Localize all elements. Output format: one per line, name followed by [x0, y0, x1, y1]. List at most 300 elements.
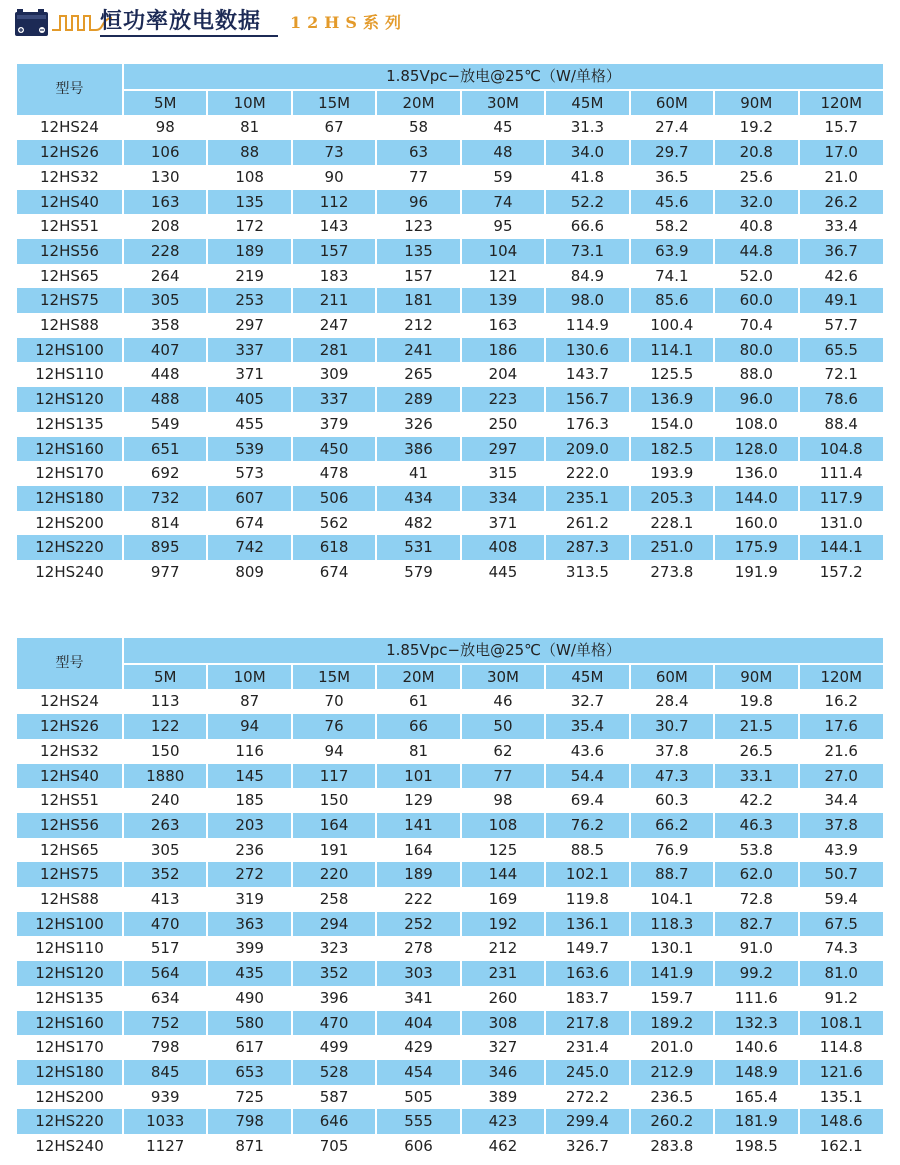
value-cell: 96.0	[714, 387, 798, 412]
value-cell: 692	[123, 461, 207, 486]
value-cell: 58.2	[630, 214, 714, 239]
value-cell: 98	[123, 115, 207, 140]
value-cell: 169	[461, 887, 545, 912]
value-cell: 90	[292, 165, 376, 190]
model-cell: 12HS180	[17, 486, 123, 511]
value-cell: 27.4	[630, 115, 714, 140]
power-table-2	[17, 638, 883, 1159]
value-cell: 141	[376, 813, 460, 838]
value-cell: 315	[461, 461, 545, 486]
model-cell: 12HS200	[17, 1085, 123, 1110]
value-cell: 108	[207, 165, 291, 190]
value-cell: 208	[123, 214, 207, 239]
table-row	[17, 115, 883, 140]
value-cell: 326.7	[545, 1134, 629, 1159]
value-cell: 895	[123, 535, 207, 560]
value-cell: 135.1	[799, 1085, 884, 1110]
value-cell: 96	[376, 190, 460, 215]
value-cell: 19.2	[714, 115, 798, 140]
value-cell: 111.6	[714, 986, 798, 1011]
value-cell: 136.9	[630, 387, 714, 412]
value-cell: 66.6	[545, 214, 629, 239]
value-cell: 297	[207, 313, 291, 338]
value-cell: 404	[376, 1011, 460, 1036]
time-column-header: 30M	[461, 664, 545, 690]
value-cell: 181	[376, 288, 460, 313]
value-cell: 163	[123, 190, 207, 215]
value-cell: 42.2	[714, 788, 798, 813]
time-column-header: 120M	[799, 90, 884, 116]
table-row	[17, 1085, 883, 1110]
value-cell: 175.9	[714, 535, 798, 560]
value-cell: 651	[123, 437, 207, 462]
value-cell: 163.6	[545, 961, 629, 986]
value-cell: 555	[376, 1109, 460, 1134]
value-cell: 132.3	[714, 1011, 798, 1036]
value-cell: 33.4	[799, 214, 884, 239]
value-cell: 125	[461, 838, 545, 863]
value-cell: 136.1	[545, 912, 629, 937]
value-cell: 157	[376, 264, 460, 289]
value-cell: 231	[461, 961, 545, 986]
value-cell: 204	[461, 362, 545, 387]
value-cell: 135	[207, 190, 291, 215]
value-cell: 517	[123, 936, 207, 961]
table-row	[17, 461, 883, 486]
value-cell: 323	[292, 936, 376, 961]
value-cell: 236.5	[630, 1085, 714, 1110]
value-cell: 319	[207, 887, 291, 912]
value-cell: 125.5	[630, 362, 714, 387]
value-cell: 223	[461, 387, 545, 412]
value-cell: 219	[207, 264, 291, 289]
value-cell: 43.9	[799, 838, 884, 863]
value-cell: 539	[207, 437, 291, 462]
value-cell: 47.3	[630, 764, 714, 789]
value-cell: 62.0	[714, 862, 798, 887]
value-cell: 76.2	[545, 813, 629, 838]
value-cell: 91.2	[799, 986, 884, 1011]
model-cell: 12HS56	[17, 813, 123, 838]
value-cell: 209.0	[545, 437, 629, 462]
value-cell: 607	[207, 486, 291, 511]
title-underline	[100, 35, 278, 37]
value-cell: 82.7	[714, 912, 798, 937]
value-cell: 73	[292, 140, 376, 165]
value-cell: 222	[376, 887, 460, 912]
value-cell: 41.8	[545, 165, 629, 190]
value-cell: 193.9	[630, 461, 714, 486]
value-cell: 59	[461, 165, 545, 190]
value-cell: 88.4	[799, 412, 884, 437]
table-row	[17, 165, 883, 190]
value-cell: 104	[461, 239, 545, 264]
value-cell: 236	[207, 838, 291, 863]
time-column-header: 15M	[292, 664, 376, 690]
model-cell: 12HS110	[17, 362, 123, 387]
table-row	[17, 986, 883, 1011]
value-cell: 15.7	[799, 115, 884, 140]
value-cell: 434	[376, 486, 460, 511]
value-cell: 74.1	[630, 264, 714, 289]
value-cell: 281	[292, 338, 376, 363]
value-cell: 341	[376, 986, 460, 1011]
value-cell: 149.7	[545, 936, 629, 961]
value-cell: 108.1	[799, 1011, 884, 1036]
value-cell: 445	[461, 560, 545, 585]
value-cell: 43.6	[545, 739, 629, 764]
value-cell: 148.9	[714, 1060, 798, 1085]
value-cell: 488	[123, 387, 207, 412]
value-cell: 140.6	[714, 1035, 798, 1060]
value-cell: 119.8	[545, 887, 629, 912]
value-cell: 57.7	[799, 313, 884, 338]
model-cell: 12HS220	[17, 1109, 123, 1134]
value-cell: 241	[376, 338, 460, 363]
value-cell: 116	[207, 739, 291, 764]
value-cell: 389	[461, 1085, 545, 1110]
value-cell: 562	[292, 511, 376, 536]
value-cell: 564	[123, 961, 207, 986]
model-cell: 12HS135	[17, 986, 123, 1011]
table-row	[17, 140, 883, 165]
value-cell: 260.2	[630, 1109, 714, 1134]
value-cell: 45.6	[630, 190, 714, 215]
value-cell: 674	[292, 560, 376, 585]
value-cell: 413	[123, 887, 207, 912]
model-cell: 12HS120	[17, 961, 123, 986]
table-row	[17, 764, 883, 789]
value-cell: 798	[207, 1109, 291, 1134]
value-cell: 46	[461, 689, 545, 714]
value-cell: 85.6	[630, 288, 714, 313]
model-cell: 12HS120	[17, 387, 123, 412]
value-cell: 122	[123, 714, 207, 739]
value-cell: 742	[207, 535, 291, 560]
value-cell: 1127	[123, 1134, 207, 1159]
value-cell: 205.3	[630, 486, 714, 511]
value-cell: 305	[123, 838, 207, 863]
value-cell: 87	[207, 689, 291, 714]
table-row	[17, 486, 883, 511]
value-cell: 52.0	[714, 264, 798, 289]
value-cell: 245.0	[545, 1060, 629, 1085]
value-cell: 46.3	[714, 813, 798, 838]
value-cell: 220	[292, 862, 376, 887]
value-cell: 939	[123, 1085, 207, 1110]
model-cell: 12HS40	[17, 764, 123, 789]
model-cell: 12HS51	[17, 788, 123, 813]
model-cell: 12HS100	[17, 912, 123, 937]
time-column-header: 60M	[630, 90, 714, 116]
value-cell: 21.0	[799, 165, 884, 190]
value-cell: 732	[123, 486, 207, 511]
value-cell: 94	[292, 739, 376, 764]
time-column-header: 90M	[714, 90, 798, 116]
value-cell: 379	[292, 412, 376, 437]
value-cell: 70.4	[714, 313, 798, 338]
value-cell: 212	[461, 936, 545, 961]
time-column-header: 30M	[461, 90, 545, 116]
time-column-header: 20M	[376, 90, 460, 116]
table-row	[17, 239, 883, 264]
value-cell: 531	[376, 535, 460, 560]
model-cell: 12HS75	[17, 288, 123, 313]
value-cell: 871	[207, 1134, 291, 1159]
value-cell: 258	[292, 887, 376, 912]
value-cell: 135	[376, 239, 460, 264]
value-cell: 118.3	[630, 912, 714, 937]
value-cell: 264	[123, 264, 207, 289]
value-cell: 52.2	[545, 190, 629, 215]
model-cell: 12HS240	[17, 560, 123, 585]
value-cell: 35.4	[545, 714, 629, 739]
value-cell: 117.9	[799, 486, 884, 511]
table-row	[17, 362, 883, 387]
model-cell: 12HS88	[17, 887, 123, 912]
table-row	[17, 264, 883, 289]
value-cell: 287.3	[545, 535, 629, 560]
value-cell: 76.9	[630, 838, 714, 863]
value-cell: 99.2	[714, 961, 798, 986]
value-cell: 67.5	[799, 912, 884, 937]
value-cell: 618	[292, 535, 376, 560]
value-cell: 114.9	[545, 313, 629, 338]
value-cell: 182.5	[630, 437, 714, 462]
value-cell: 26.5	[714, 739, 798, 764]
value-cell: 112	[292, 190, 376, 215]
value-cell: 114.8	[799, 1035, 884, 1060]
value-cell: 143.7	[545, 362, 629, 387]
value-cell: 91.0	[714, 936, 798, 961]
value-cell: 198.5	[714, 1134, 798, 1159]
value-cell: 77	[376, 165, 460, 190]
value-cell: 16.2	[799, 689, 884, 714]
model-cell: 12HS24	[17, 689, 123, 714]
value-cell: 33.1	[714, 764, 798, 789]
value-cell: 470	[292, 1011, 376, 1036]
value-cell: 809	[207, 560, 291, 585]
value-cell: 76	[292, 714, 376, 739]
table-row	[17, 214, 883, 239]
value-cell: 157	[292, 239, 376, 264]
value-cell: 26.2	[799, 190, 884, 215]
series-subtitle: 12HS系列	[290, 13, 407, 32]
value-cell: 20.8	[714, 140, 798, 165]
value-cell: 490	[207, 986, 291, 1011]
model-cell: 12HS65	[17, 838, 123, 863]
value-cell: 299.4	[545, 1109, 629, 1134]
value-cell: 352	[123, 862, 207, 887]
value-cell: 235.1	[545, 486, 629, 511]
power-table-1	[17, 64, 883, 585]
value-cell: 580	[207, 1011, 291, 1036]
value-cell: 725	[207, 1085, 291, 1110]
value-cell: 499	[292, 1035, 376, 1060]
value-cell: 160.0	[714, 511, 798, 536]
value-cell: 60.0	[714, 288, 798, 313]
value-cell: 462	[461, 1134, 545, 1159]
value-cell: 297	[461, 437, 545, 462]
value-cell: 145	[207, 764, 291, 789]
value-cell: 308	[461, 1011, 545, 1036]
value-cell: 674	[207, 511, 291, 536]
value-cell: 154.0	[630, 412, 714, 437]
value-cell: 549	[123, 412, 207, 437]
value-cell: 181.9	[714, 1109, 798, 1134]
model-cell: 12HS32	[17, 739, 123, 764]
time-column-header: 5M	[123, 90, 207, 116]
page-title: 恒功率放电数据	[100, 8, 262, 34]
value-cell: 81	[207, 115, 291, 140]
value-cell: 28.4	[630, 689, 714, 714]
value-cell: 272.2	[545, 1085, 629, 1110]
value-cell: 157.2	[799, 560, 884, 585]
value-cell: 253	[207, 288, 291, 313]
value-cell: 263	[123, 813, 207, 838]
value-cell: 150	[292, 788, 376, 813]
value-cell: 104.8	[799, 437, 884, 462]
value-cell: 67	[292, 115, 376, 140]
value-cell: 247	[292, 313, 376, 338]
table-row	[17, 838, 883, 863]
value-cell: 72.8	[714, 887, 798, 912]
value-cell: 41	[376, 461, 460, 486]
value-cell: 192	[461, 912, 545, 937]
value-cell: 309	[292, 362, 376, 387]
value-cell: 371	[207, 362, 291, 387]
table-row	[17, 412, 883, 437]
value-cell: 144.0	[714, 486, 798, 511]
value-cell: 305	[123, 288, 207, 313]
value-cell: 505	[376, 1085, 460, 1110]
value-cell: 482	[376, 511, 460, 536]
value-cell: 326	[376, 412, 460, 437]
value-cell: 44.8	[714, 239, 798, 264]
value-cell: 250	[461, 412, 545, 437]
value-cell: 139	[461, 288, 545, 313]
value-cell: 66	[376, 714, 460, 739]
table-row	[17, 190, 883, 215]
value-cell: 17.6	[799, 714, 884, 739]
value-cell: 19.8	[714, 689, 798, 714]
value-cell: 114.1	[630, 338, 714, 363]
value-cell: 66.2	[630, 813, 714, 838]
value-cell: 141.9	[630, 961, 714, 986]
value-cell: 136.0	[714, 461, 798, 486]
value-cell: 212.9	[630, 1060, 714, 1085]
value-cell: 337	[292, 387, 376, 412]
value-cell: 69.4	[545, 788, 629, 813]
value-cell: 144	[461, 862, 545, 887]
value-cell: 814	[123, 511, 207, 536]
value-cell: 363	[207, 912, 291, 937]
model-cell: 12HS26	[17, 714, 123, 739]
table-row	[17, 714, 883, 739]
value-cell: 183.7	[545, 986, 629, 1011]
time-column-header: 45M	[545, 664, 629, 690]
value-cell: 106	[123, 140, 207, 165]
table-row	[17, 936, 883, 961]
value-cell: 48	[461, 140, 545, 165]
value-cell: 121.6	[799, 1060, 884, 1085]
time-column-header: 45M	[545, 90, 629, 116]
value-cell: 98	[461, 788, 545, 813]
value-cell: 81	[376, 739, 460, 764]
value-cell: 977	[123, 560, 207, 585]
value-cell: 454	[376, 1060, 460, 1085]
time-header-row	[17, 664, 883, 690]
time-column-header: 20M	[376, 664, 460, 690]
table-row	[17, 862, 883, 887]
model-cell: 12HS40	[17, 190, 123, 215]
table-row	[17, 961, 883, 986]
value-cell: 337	[207, 338, 291, 363]
value-cell: 327	[461, 1035, 545, 1060]
model-cell: 12HS170	[17, 461, 123, 486]
value-cell: 455	[207, 412, 291, 437]
value-cell: 653	[207, 1060, 291, 1085]
value-cell: 448	[123, 362, 207, 387]
value-cell: 294	[292, 912, 376, 937]
value-cell: 313.5	[545, 560, 629, 585]
value-cell: 191.9	[714, 560, 798, 585]
table-row	[17, 387, 883, 412]
value-cell: 88.5	[545, 838, 629, 863]
value-cell: 252	[376, 912, 460, 937]
time-column-header: 5M	[123, 664, 207, 690]
value-cell: 123	[376, 214, 460, 239]
table-row	[17, 739, 883, 764]
value-cell: 211	[292, 288, 376, 313]
value-cell: 32.0	[714, 190, 798, 215]
value-cell: 217.8	[545, 1011, 629, 1036]
value-cell: 156.7	[545, 387, 629, 412]
model-cell: 12HS170	[17, 1035, 123, 1060]
model-column-header: 型号	[17, 638, 123, 689]
value-cell: 260	[461, 986, 545, 1011]
table-row	[17, 560, 883, 585]
value-cell: 273.8	[630, 560, 714, 585]
time-column-header: 10M	[207, 90, 291, 116]
value-cell: 579	[376, 560, 460, 585]
value-cell: 36.5	[630, 165, 714, 190]
model-cell: 12HS110	[17, 936, 123, 961]
value-cell: 528	[292, 1060, 376, 1085]
table-row	[17, 313, 883, 338]
table-row	[17, 1134, 883, 1159]
value-cell: 62	[461, 739, 545, 764]
value-cell: 80.0	[714, 338, 798, 363]
value-cell: 113	[123, 689, 207, 714]
value-cell: 98.0	[545, 288, 629, 313]
value-cell: 189	[376, 862, 460, 887]
model-cell: 12HS160	[17, 1011, 123, 1036]
value-cell: 130.1	[630, 936, 714, 961]
value-cell: 70	[292, 689, 376, 714]
value-cell: 176.3	[545, 412, 629, 437]
page-header	[0, 0, 900, 44]
value-cell: 61	[376, 689, 460, 714]
time-column-header: 90M	[714, 664, 798, 690]
value-cell: 265	[376, 362, 460, 387]
model-cell: 12HS26	[17, 140, 123, 165]
value-cell: 84.9	[545, 264, 629, 289]
value-cell: 189	[207, 239, 291, 264]
model-cell: 12HS24	[17, 115, 123, 140]
value-cell: 36.7	[799, 239, 884, 264]
value-cell: 185	[207, 788, 291, 813]
